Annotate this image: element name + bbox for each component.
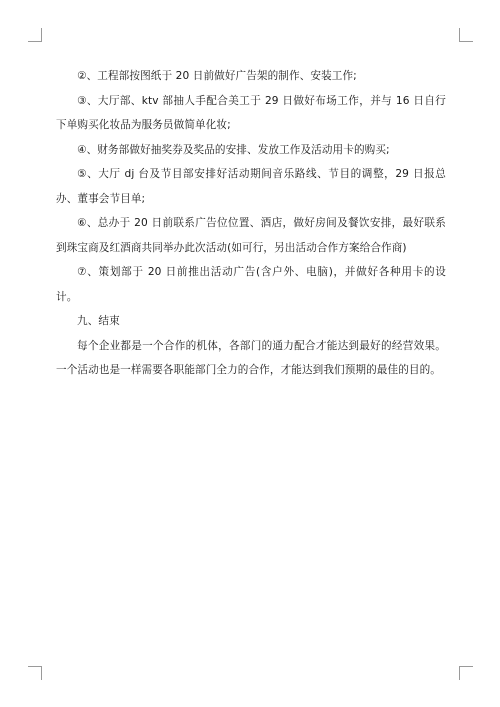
paragraph-planning: ⑦、策划部于 20 日前推出活动广告(含户外、电脑)，并做好各种用卡的设计。: [56, 266, 446, 303]
paragraph-general-office: ⑥、总办于 20 日前联系广告位位置、酒店，做好房间及餐饮安排，最好联系到珠宝商及红酒商共同举办此次活动(如可行，另出活动合作方案给合作商): [56, 217, 446, 254]
paragraph-conclusion: 每个企业都是一个合作的机体，各部门的通力配合才能达到最好的经营效果。一个活动也是一样需要各职能部门全力的合作，才能达到我们预期的最佳的目的。: [56, 339, 446, 376]
crop-mark-top-right: [459, 28, 473, 42]
crop-mark-top-left: [28, 28, 42, 42]
paragraph-hall-ktv: ③、大厅部、ktv 部抽人手配合美工于 29 日做好布场工作，并与 16 日自行下单购买化妆品为服务员做简单化妆;: [56, 94, 446, 131]
section-heading-conclusion: 九、结束: [77, 315, 120, 327]
paragraph-engineering: ②、工程部按图纸于 20 日前做好广告架的制作、安装工作;: [77, 70, 357, 82]
document-body: [56, 64, 446, 383]
paragraph-dj-program: ⑤、大厅 dj 台及节目部安排好活动期间音乐路线、节目的调整，29 日报总办、董事会节目单;: [56, 168, 446, 205]
crop-mark-bottom-right: [459, 666, 473, 680]
paragraph-finance: ④、财务部做好抽奖券及奖品的安排、发放工作及活动用卡的购买;: [77, 143, 390, 156]
crop-mark-bottom-left: [28, 666, 42, 680]
